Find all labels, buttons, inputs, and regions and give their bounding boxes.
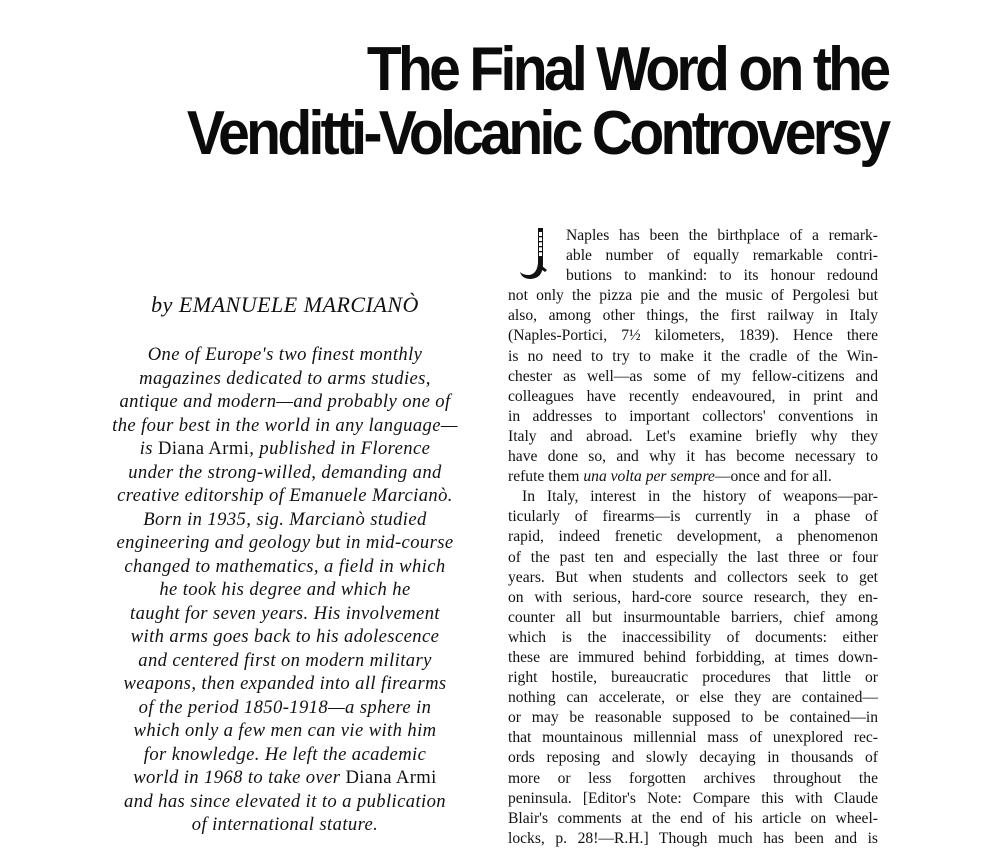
body-line: ticularly of firearms—is currently in a phase of: [508, 508, 878, 526]
body-line: colleagues have recently endeavoured, in print and: [508, 387, 878, 405]
body-line: locks, p. 28!—R.H.] Though much has been and is: [508, 829, 878, 847]
bio-line: and has since elevated it to a publication: [124, 790, 446, 812]
title-line-1: The Final Word on the: [366, 35, 887, 104]
bio-line: engineering and geology but in mid-course: [116, 532, 454, 553]
bio-line: One of Europe's two finest monthly: [147, 344, 423, 365]
body-line: also, among other things, the first railway in Italy: [508, 307, 878, 325]
body-line: nothing can accelerate, or else they are contained—: [508, 689, 878, 707]
body-line: not only the pizza pie and the music of Pergolesi but: [508, 287, 878, 305]
byline: by EMANUELE MARCIANÒ: [151, 292, 419, 317]
body-line: years. But when students and collectors seek to get: [508, 568, 878, 586]
bio-line: which only a few men can vie with him: [133, 720, 437, 741]
body-line: is no need to try to make it the cradle of the Win-: [508, 347, 878, 365]
bio-line: with arms goes back to his adolescence: [130, 626, 440, 647]
bio-line: Born in 1935, sig. Marcianò studied: [143, 508, 427, 530]
body-line: of the past ten and especially the last three or four: [508, 548, 878, 566]
body-line: right hostile, bureaucratic procedures that little or: [508, 669, 878, 687]
body-line: [508, 467, 878, 487]
bio-text: is: [139, 438, 158, 459]
bio-line: taught for seven years. His involvement: [130, 602, 440, 624]
body-line: peninsula. [Editor's Note: Compare this with Claude: [508, 789, 878, 807]
body-line: chester as well—as some of my fellow-citizens and: [508, 367, 878, 385]
bio-line: weapons, then expanded into all firearms: [123, 673, 447, 694]
body-line: that mountainous millennial mass of unexplored rec-: [508, 729, 878, 747]
bio-line: [100, 766, 470, 790]
body-line: ords reposing and slowly decaying in thousands of: [508, 749, 878, 767]
article-title: [186, 35, 887, 168]
body-line: these are immured behind forbidding, at times down-: [508, 648, 878, 666]
bio-line: the four best in the world in any language—: [112, 414, 458, 436]
bio-line: of the period 1850-1918—a sphere in: [138, 696, 432, 718]
article-body: [508, 226, 878, 849]
body-line: butions to mankind: to its honour redound: [566, 267, 878, 285]
body-line: Blair's comments at the end of his article on wheel-: [508, 809, 878, 827]
bio-line: antique and modern—and probably one of: [119, 391, 451, 412]
bio-line: [100, 437, 470, 461]
body-line: or may be reasonable supposed to be contained—in: [508, 709, 878, 727]
bio-line: he took his degree and which he: [159, 579, 411, 600]
title-line-2: Venditti-Volcanic Controversy: [186, 99, 887, 168]
body-line: Naples has been the birthplace of a remark-: [566, 227, 878, 244]
body-line: Italy and abroad. Let's examine briefly why they: [508, 427, 878, 445]
bio-line: under the strong-willed, demanding and: [128, 461, 442, 483]
body-line: more or less forgotten archives throughout the: [508, 769, 878, 787]
bio-line: creative editorship of Emanuele Marcianò.: [117, 485, 453, 506]
body-line: in addresses to important collectors' conventions in: [508, 407, 878, 425]
bio-text: , published in Florence: [249, 438, 431, 459]
body-line: have done so, and why it has become necessary to: [508, 448, 878, 466]
body-line: In Italy, interest in the history of weapons—par-: [522, 488, 878, 506]
bio-line: for knowledge. He left the academic: [143, 743, 427, 765]
bio-line: changed to mathematics, a field in which: [124, 555, 446, 577]
bio-line: magazines dedicated to arms studies,: [139, 367, 431, 389]
magazine-name: Diana Armi: [158, 438, 250, 459]
body-line: on with serious, hard-core source research, they en-: [508, 588, 878, 606]
author-bio: [100, 343, 470, 837]
body-text: refute them: [508, 468, 584, 486]
body-line: rapid, indeed frenetic development, a phenomenon: [508, 528, 878, 546]
bio-line: of international stature.: [191, 814, 379, 835]
bio-text: world in 1968 to take over: [133, 767, 346, 788]
body-text: —once and for all.: [714, 468, 832, 486]
body-line: which is the inaccessibility of documents: either: [508, 628, 878, 646]
magazine-name: Diana Armi: [345, 767, 437, 788]
body-line: counter all but insurmountable barriers, chief among: [508, 608, 878, 626]
italic-phrase: una volta per sempre: [583, 468, 715, 486]
body-line: able number of equally remarkable contri-: [566, 247, 878, 265]
bio-line: and centered first on modern military: [138, 649, 432, 671]
body-line: (Naples-Portici, 7½ kilometers, 1839). Hence there: [508, 327, 878, 345]
